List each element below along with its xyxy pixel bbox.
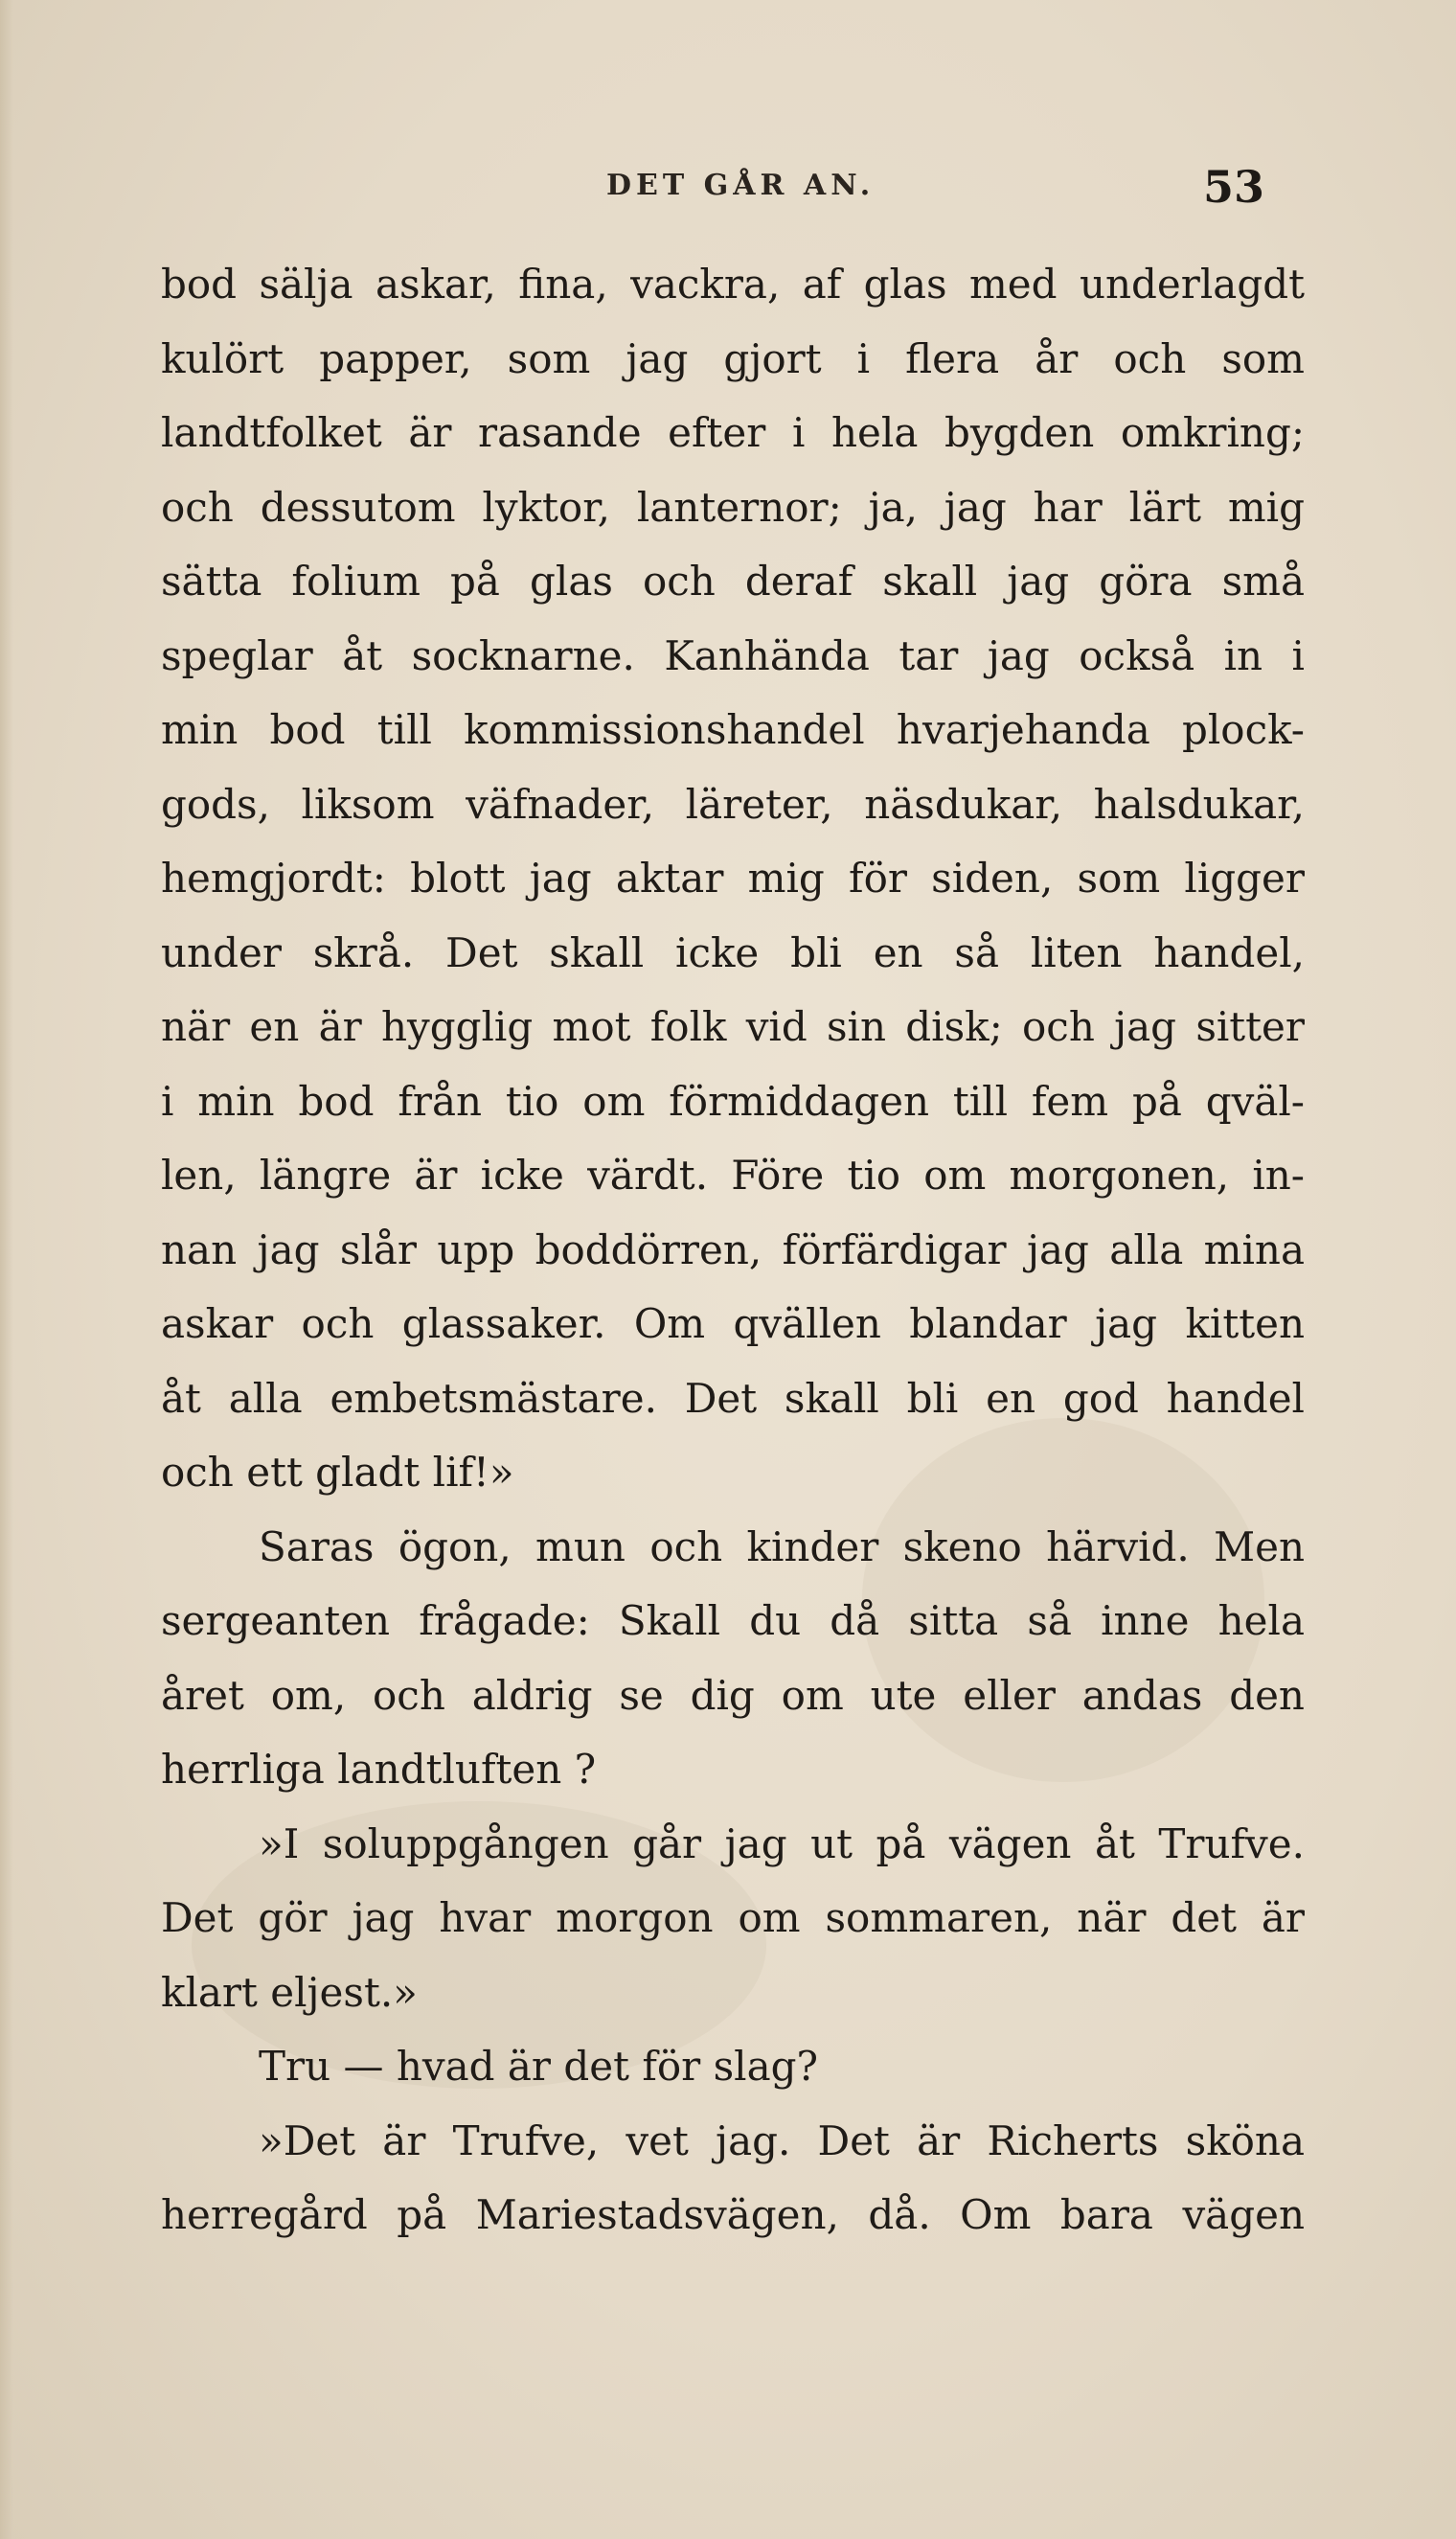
text-line: under skrå. Det skall icke bli en så liten handel, (161, 928, 1305, 976)
text-line: »I soluppgången går jag ut på vägen åt Trufve. (259, 1819, 1305, 1867)
text-line: Tru — hvad är det för slag? (259, 2043, 819, 2090)
text-line: herregård på Mariestadsvägen, då. Om bara vägen (161, 2191, 1305, 2238)
text-line: min bod till kommissionshandel hvarjehanda plock- (161, 706, 1305, 753)
text-line: klart eljest.» (161, 1968, 418, 2016)
text-line: bod sälja askar, fina, vackra, af glas med underlagdt (161, 261, 1305, 308)
text-line: askar och glassaker. Om qvällen blandar jag kitten (161, 1300, 1305, 1347)
text-line: sergeanten frågade: Skall du då sitta så inne hela (161, 1597, 1305, 1644)
text-line: nan jag slår upp boddörren, förfärdigar jag alla mina (161, 1225, 1305, 1273)
page-edge-shadow (0, 0, 13, 2539)
text-line: året om, och aldrig se dig om ute eller andas den (161, 1671, 1305, 1719)
text-line: sätta folium på glas och deraf skall jag göra små (161, 558, 1305, 605)
text-line: Det gör jag hvar morgon om sommaren, när det är (161, 1894, 1305, 1941)
text-line: och ett gladt lif!» (161, 1449, 514, 1496)
page-number: 53 (1202, 161, 1264, 213)
body-text (161, 247, 1305, 2253)
running-title: DET GÅR AN. (606, 169, 876, 202)
text-line: Saras ögon, mun och kinder skeno härvid. Men (259, 1522, 1305, 1570)
text-line: hemgjordt: blott jag aktar mig för siden, som ligger (161, 855, 1305, 902)
text-line: landtfolket är rasande efter i hela bygden omkring; (161, 409, 1305, 456)
text-line: speglar åt socknarne. Kanhända tar jag också in i (161, 631, 1305, 679)
text-line: »Det är Trufve, vet jag. Det är Richerts sköna (259, 2116, 1305, 2164)
text-line: herrliga landtluften ? (161, 1746, 597, 1793)
text-line: när en är hygglig mot folk vid sin disk; och jag sitter (161, 1003, 1305, 1050)
running-head (161, 161, 1264, 218)
text-line: gods, liksom väfnader, läreter, näsdukar, halsdukar, (161, 780, 1305, 828)
text-line: åt alla embetsmästare. Det skall bli en god handel (161, 1374, 1305, 1422)
text-line: kulört papper, som jag gjort i flera år och som (161, 334, 1305, 382)
text-line: len, längre är icke värdt. Före tio om morgonen, in- (161, 1152, 1305, 1199)
text-line: och dessutom lyktor, lanternor; ja, jag har lärt mig (161, 483, 1305, 531)
text-line: i min bod från tio om förmiddagen till fem på qväl- (161, 1077, 1305, 1125)
